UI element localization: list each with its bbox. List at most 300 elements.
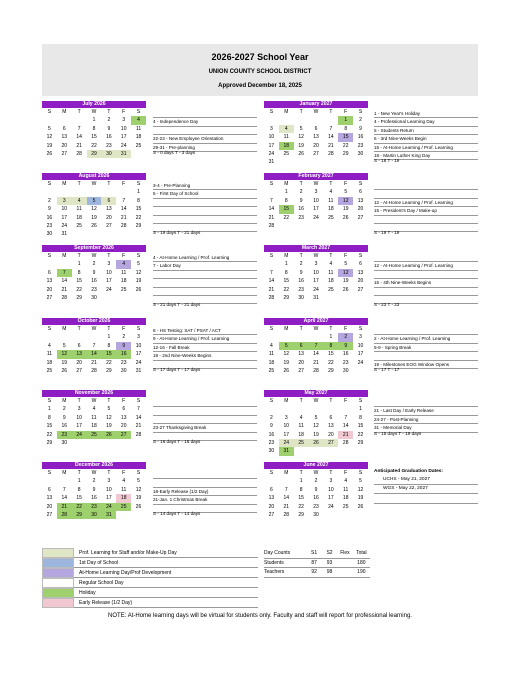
day-count-line: S - 17 T - 17 bbox=[374, 367, 400, 372]
day-cell: 14 bbox=[120, 206, 127, 213]
day-cell: 27 bbox=[46, 511, 53, 518]
day-cell: 17 bbox=[313, 278, 319, 285]
day-cell bbox=[323, 158, 338, 166]
weekday-label: T bbox=[299, 253, 303, 259]
weekday-label: S bbox=[358, 109, 363, 115]
day-cell: 18 bbox=[116, 494, 131, 502]
day-cell: 9 bbox=[270, 423, 273, 430]
note-line: 29-31 - Pre-planning bbox=[153, 144, 257, 152]
weekday-label: S bbox=[136, 253, 141, 259]
month-calendar bbox=[264, 245, 368, 302]
weekday-label: S bbox=[358, 470, 363, 476]
day-cell: 7 bbox=[309, 342, 324, 350]
note-line: 23-27 Thanksgiving Break bbox=[153, 424, 257, 432]
day-cell bbox=[101, 294, 116, 302]
day-cell bbox=[264, 188, 279, 196]
day-cell: 24 bbox=[120, 142, 127, 149]
weekday-label: T bbox=[107, 253, 111, 259]
day-cell: 27 bbox=[61, 150, 68, 157]
month-title: July 2026 bbox=[42, 101, 146, 108]
day-cell bbox=[131, 511, 146, 519]
day-cell: 4 bbox=[72, 197, 87, 205]
day-cell: 25 bbox=[283, 150, 290, 157]
weekday-label: T bbox=[329, 398, 333, 404]
day-cell: 13 bbox=[46, 278, 53, 285]
day-cell: 18 bbox=[268, 359, 275, 366]
weekday-label: S bbox=[269, 109, 274, 115]
weekday-label: T bbox=[107, 109, 111, 115]
day-counts-cell: 93 bbox=[326, 559, 333, 566]
day-cell: 31 bbox=[279, 447, 294, 455]
weekday-label: W bbox=[91, 109, 97, 115]
day-cell: 4 bbox=[329, 261, 333, 268]
weekday-label: M bbox=[62, 326, 67, 332]
day-cell bbox=[353, 447, 368, 455]
day-cell: 15 bbox=[101, 350, 116, 358]
day-cell: 5 bbox=[62, 342, 66, 349]
note-line: 9 - At-Home Learning / Prof. Learning bbox=[153, 335, 257, 343]
day-cell: 29 bbox=[87, 150, 102, 158]
weekday-label: F bbox=[344, 109, 348, 115]
day-cell bbox=[57, 477, 72, 485]
day-cell: 24 bbox=[101, 503, 116, 511]
day-cell: 7 bbox=[329, 125, 333, 132]
day-cell: 17 bbox=[61, 214, 68, 221]
day-cell: 25 bbox=[87, 431, 102, 439]
day-cell: 2 bbox=[62, 406, 66, 413]
day-count-line: S - 17 days T - 17 days bbox=[153, 367, 201, 372]
day-cell: 9 bbox=[314, 486, 318, 493]
day-cell: 31 bbox=[61, 231, 68, 238]
day-cell bbox=[338, 222, 353, 230]
day-cell: 31 bbox=[135, 367, 142, 374]
note-line bbox=[374, 288, 478, 296]
legend-label: Prof. Learning for Staff and/or Make-Up Day bbox=[79, 549, 177, 556]
day-cell: 29 bbox=[328, 367, 334, 374]
day-cell: 7 bbox=[77, 125, 81, 132]
weekday-label: S bbox=[269, 326, 274, 332]
day-cell bbox=[309, 116, 324, 124]
day-cell: 18 bbox=[135, 134, 142, 141]
day-cell: 17 bbox=[135, 351, 142, 358]
weekday-label: T bbox=[329, 253, 333, 259]
note-line: 12 - At-Home Learning / Prof. Learning bbox=[374, 199, 478, 207]
weekday-label: F bbox=[344, 326, 348, 332]
day-cell: 3 bbox=[122, 117, 126, 124]
day-cell: 8 bbox=[284, 197, 288, 204]
day-cell: 8 bbox=[77, 486, 81, 493]
day-cell: 15 bbox=[338, 133, 353, 141]
day-cell bbox=[87, 333, 102, 341]
day-cell: 3 bbox=[270, 125, 273, 132]
note-line: 24-27 - Post-Planning bbox=[374, 416, 478, 424]
day-cell bbox=[264, 477, 279, 485]
weekday-label: M bbox=[284, 326, 289, 332]
day-cell: 30 bbox=[357, 150, 364, 157]
day-cell: 6 bbox=[329, 414, 333, 421]
day-cell: 14 bbox=[342, 423, 349, 430]
day-cell: 22 bbox=[106, 359, 112, 366]
day-cell: 29 bbox=[283, 294, 290, 301]
day-cell: 3 bbox=[314, 189, 318, 196]
day-cell: 23 bbox=[313, 503, 319, 510]
month-notes bbox=[153, 399, 257, 444]
day-cell: 24 bbox=[61, 222, 68, 229]
note-line: 2 - At-Home Learning / Prof. Learning bbox=[374, 335, 478, 343]
graduation-item: UCHS - May 21, 2027 bbox=[374, 476, 478, 485]
day-cell: 18 bbox=[120, 278, 127, 285]
day-cell: 26 bbox=[283, 367, 290, 374]
day-cell: 20 bbox=[298, 359, 304, 366]
month-calendar bbox=[42, 173, 146, 239]
day-cell: 11 bbox=[91, 414, 97, 421]
note-line: 8 - HS Testing: SAT / PSAT / ACT bbox=[153, 327, 257, 335]
day-cell: 9 bbox=[92, 269, 96, 276]
day-cell bbox=[279, 116, 294, 124]
day-cell: 18 bbox=[328, 206, 334, 213]
day-cell: 19 bbox=[135, 278, 142, 285]
day-cell: 26 bbox=[101, 431, 116, 439]
note-line bbox=[153, 127, 257, 135]
note-line bbox=[153, 471, 257, 479]
month-calendar bbox=[42, 245, 146, 302]
day-cell: 12 bbox=[357, 486, 364, 493]
weekday-label: T bbox=[107, 398, 111, 404]
day-cell: 25 bbox=[342, 503, 349, 510]
day-cell: 22 bbox=[72, 503, 87, 511]
legend-swatch bbox=[42, 568, 74, 578]
day-counts-cell: 87 bbox=[311, 559, 317, 566]
day-cell bbox=[323, 116, 338, 124]
day-cell bbox=[131, 294, 146, 302]
month-notes bbox=[374, 110, 478, 163]
month-title: August 2026 bbox=[42, 173, 146, 180]
day-cell: 10 bbox=[106, 269, 112, 276]
day-cell bbox=[353, 511, 368, 519]
day-counts-cell: Day Counts bbox=[264, 550, 291, 556]
day-cell: 2 bbox=[338, 333, 353, 341]
day-cell: 23 bbox=[120, 359, 127, 366]
weekday-label: W bbox=[91, 470, 97, 476]
day-cell: 21 bbox=[57, 503, 72, 511]
day-cell: 20 bbox=[313, 142, 319, 149]
note-line bbox=[153, 207, 257, 215]
day-cell: 18 bbox=[76, 214, 82, 221]
day-cell bbox=[87, 230, 102, 238]
month-grid bbox=[264, 108, 368, 167]
day-cell: 25 bbox=[268, 367, 275, 374]
day-cell: 22 bbox=[46, 431, 53, 438]
day-cell: 30 bbox=[61, 439, 68, 446]
day-cell: 18 bbox=[279, 142, 294, 150]
day-cell: 10 bbox=[76, 414, 82, 421]
note-line bbox=[153, 271, 257, 279]
day-cell: 5 bbox=[344, 261, 348, 268]
day-cell: 29 bbox=[135, 222, 142, 229]
day-cell: 23 bbox=[268, 439, 275, 446]
weekday-label: M bbox=[284, 470, 289, 476]
weekday-label: T bbox=[299, 109, 303, 115]
day-cell: 6 bbox=[270, 486, 273, 493]
note-line: 19 - Milestones EOG Window Opens bbox=[374, 361, 478, 369]
note-line bbox=[374, 327, 478, 335]
day-cell: 4 bbox=[344, 478, 348, 485]
day-cell: 19 bbox=[91, 214, 97, 221]
day-cell bbox=[116, 230, 131, 238]
day-cell: 4 bbox=[299, 414, 303, 421]
weekday-label: S bbox=[269, 470, 274, 476]
note-line: 5-9 - Spring Break bbox=[374, 344, 478, 352]
note-line: 15 - 4th Nine-Weeks Begins bbox=[374, 279, 478, 287]
day-cell: 11 bbox=[328, 197, 334, 204]
day-cell: 19 bbox=[357, 495, 364, 502]
day-cell: 20 bbox=[120, 423, 127, 430]
day-cell: 26 bbox=[357, 503, 364, 510]
weekday-label: F bbox=[122, 253, 126, 259]
day-cell: 8 bbox=[92, 125, 96, 132]
month-notes bbox=[153, 182, 257, 235]
day-cell bbox=[42, 333, 57, 341]
note-line bbox=[374, 216, 478, 224]
weekday-label: S bbox=[47, 253, 52, 259]
day-cell: 5 bbox=[48, 125, 51, 132]
day-counts-cell: 92 bbox=[311, 569, 317, 576]
color-legend bbox=[42, 548, 258, 608]
day-cell: 6 bbox=[359, 261, 362, 268]
weekday-label: T bbox=[107, 326, 111, 332]
month-calendar bbox=[42, 101, 146, 158]
day-cell: 27 bbox=[298, 367, 304, 374]
day-cell: 1 bbox=[137, 189, 140, 196]
day-cell: 31 bbox=[268, 159, 275, 166]
day-cell: 9 bbox=[62, 414, 66, 421]
day-cell: 25 bbox=[116, 503, 131, 511]
day-cell bbox=[57, 333, 72, 341]
weekday-label: W bbox=[313, 109, 319, 115]
day-cell bbox=[323, 222, 338, 230]
note-line: 4 - Professional Learning Day bbox=[374, 118, 478, 126]
weekday-label: T bbox=[107, 470, 111, 476]
day-cell: 10 bbox=[313, 269, 319, 276]
note-line: 18 - Martin Luther King Day bbox=[374, 152, 478, 160]
month-calendar bbox=[264, 101, 368, 167]
day-cell: 4 bbox=[270, 342, 273, 349]
day-cell: 11 bbox=[268, 351, 275, 358]
note-line: 22-23 - New Employee Orientation bbox=[153, 135, 257, 143]
weekday-label: S bbox=[136, 109, 141, 115]
weekday-label: T bbox=[299, 181, 303, 187]
note-line: 5 - Students Return bbox=[374, 127, 478, 135]
day-cell: 16 bbox=[91, 495, 97, 502]
day-cell: 27 bbox=[268, 511, 275, 518]
day-cell bbox=[294, 405, 309, 413]
note-line bbox=[374, 352, 478, 360]
day-cell: 1 bbox=[92, 117, 96, 124]
day-cell: 28 bbox=[120, 222, 127, 229]
month-calendar bbox=[42, 462, 146, 519]
day-cell bbox=[116, 188, 131, 196]
day-cell: 20 bbox=[268, 503, 275, 510]
weekday-label: F bbox=[122, 181, 126, 187]
day-cell: 4 bbox=[116, 260, 131, 268]
day-cell: 11 bbox=[283, 134, 289, 141]
day-cell: 1 bbox=[359, 406, 362, 413]
day-cell: 9 bbox=[48, 206, 51, 213]
day-cell: 24 bbox=[313, 286, 319, 293]
day-cell bbox=[101, 230, 116, 238]
day-cell bbox=[323, 294, 338, 302]
day-cell bbox=[323, 511, 338, 519]
day-cell bbox=[87, 439, 102, 447]
day-cell: 8 bbox=[323, 342, 338, 350]
weekday-label: T bbox=[77, 109, 81, 115]
day-counts-cell: Total bbox=[356, 550, 367, 556]
month-grid bbox=[42, 397, 146, 447]
note-line bbox=[374, 254, 478, 262]
day-cell: 5 bbox=[299, 125, 303, 132]
day-cell: 2 bbox=[314, 478, 318, 485]
day-cell: 25 bbox=[328, 286, 334, 293]
day-cell: 18 bbox=[46, 359, 53, 366]
day-cell: 24 bbox=[135, 359, 142, 366]
day-cell: 15 bbox=[46, 423, 53, 430]
day-count-line: S - 21 days T - 21 days bbox=[153, 301, 201, 307]
day-cell: 6 bbox=[294, 342, 309, 350]
note-line bbox=[153, 416, 257, 424]
day-cell: 29 bbox=[342, 150, 349, 157]
month-notes bbox=[374, 327, 478, 372]
day-cell: 2 bbox=[122, 334, 126, 341]
day-counts-cell: Flex bbox=[340, 550, 350, 556]
day-cell: 30 bbox=[87, 511, 102, 519]
day-cell: 19 bbox=[342, 206, 349, 213]
month-grid bbox=[264, 180, 368, 230]
day-cell: 24 bbox=[313, 214, 319, 221]
day-cell: 16 bbox=[106, 134, 112, 141]
weekday-label: T bbox=[77, 470, 81, 476]
day-cell: 14 bbox=[87, 350, 102, 358]
day-cell: 8 bbox=[107, 342, 111, 349]
legend-label: 1st Day of School bbox=[79, 559, 119, 566]
day-cell: 26 bbox=[91, 222, 97, 229]
weekday-label: S bbox=[358, 253, 363, 259]
note-line: 7 - Labor Day bbox=[153, 262, 257, 270]
day-cell: 24 bbox=[106, 286, 112, 293]
day-cell: 6 bbox=[359, 189, 362, 196]
day-cell: 1 bbox=[77, 261, 81, 268]
day-cell: 1 bbox=[284, 261, 288, 268]
day-cell: 23 bbox=[57, 431, 72, 439]
day-cell: 16 bbox=[116, 350, 131, 358]
month-calendar bbox=[264, 462, 368, 519]
page-header bbox=[42, 44, 478, 96]
day-counts-cell: S2 bbox=[326, 550, 333, 556]
day-cell: 24 bbox=[279, 439, 294, 447]
day-cell: 16 bbox=[46, 214, 53, 221]
day-cell: 3 bbox=[137, 334, 140, 341]
day-cell: 15 bbox=[357, 423, 364, 430]
day-cell: 26 bbox=[342, 214, 349, 221]
day-cell: 25 bbox=[46, 367, 53, 374]
day-cell: 1 bbox=[329, 334, 333, 341]
day-cell: 30 bbox=[313, 511, 319, 518]
day-cell bbox=[309, 158, 324, 166]
approval-date: Approved December 18, 2025 bbox=[218, 83, 302, 89]
day-cell: 6 bbox=[62, 125, 66, 132]
day-cell: 10 bbox=[313, 197, 319, 204]
weekday-label: S bbox=[47, 109, 52, 115]
weekday-label: T bbox=[329, 470, 333, 476]
day-cell: 18 bbox=[342, 495, 349, 502]
weekday-label: F bbox=[122, 326, 126, 332]
day-cell bbox=[338, 511, 353, 519]
legend-swatch bbox=[42, 588, 74, 598]
day-cell: 15 bbox=[283, 278, 290, 285]
day-cell bbox=[294, 222, 309, 230]
day-cell: 20 bbox=[357, 206, 364, 213]
day-cell: 14 bbox=[268, 206, 275, 213]
weekday-label: M bbox=[284, 109, 289, 115]
day-cell: 12 bbox=[106, 414, 112, 421]
month-grid bbox=[264, 252, 368, 302]
day-cell bbox=[116, 511, 131, 519]
weekday-label: M bbox=[284, 398, 289, 404]
day-cell: 14 bbox=[283, 495, 290, 502]
day-cell: 8 bbox=[284, 269, 288, 276]
day-cell: 2 bbox=[92, 478, 96, 485]
day-cell: 15 bbox=[279, 205, 294, 213]
day-cell: 29 bbox=[46, 439, 53, 446]
legend-item bbox=[42, 578, 258, 588]
day-cell bbox=[338, 158, 353, 166]
day-count-line: S - 23 T - 23 bbox=[374, 301, 400, 307]
day-cell: 10 bbox=[106, 486, 112, 493]
day-cell bbox=[57, 188, 72, 196]
legend-label: Early Release (1/2 Day) bbox=[79, 599, 133, 606]
day-counts-cell: Teachers bbox=[264, 569, 285, 576]
day-cell: 12 bbox=[57, 350, 72, 358]
day-cell: 17 bbox=[313, 206, 319, 213]
day-cell: 29 bbox=[76, 294, 82, 301]
note-line bbox=[153, 216, 257, 224]
month-notes bbox=[374, 254, 478, 307]
day-cell bbox=[72, 188, 87, 196]
day-cell: 4 bbox=[48, 342, 51, 349]
weekday-label: T bbox=[299, 326, 303, 332]
day-cell: 9 bbox=[299, 269, 303, 276]
legend-item bbox=[42, 548, 258, 558]
day-cell: 27 bbox=[313, 150, 319, 157]
day-cell: 4 bbox=[131, 116, 146, 124]
weekday-label: W bbox=[313, 181, 319, 187]
weekday-label: W bbox=[313, 253, 319, 259]
day-cell: 2 bbox=[48, 197, 51, 204]
note-line: 5 - 3rd Nine-Weeks Begin bbox=[374, 135, 478, 143]
day-count-line: S - 19 T - 19 bbox=[374, 229, 400, 235]
day-cell: 1 bbox=[77, 478, 81, 485]
day-cell: 12 bbox=[135, 269, 142, 276]
day-cell: 28 bbox=[61, 294, 68, 301]
day-cell: 1 bbox=[284, 189, 288, 196]
day-cell: 23 bbox=[342, 359, 349, 366]
day-cell: 11 bbox=[298, 423, 304, 430]
day-cell: 13 bbox=[357, 269, 364, 276]
legend-swatch bbox=[42, 598, 74, 608]
note-line: 4 - Independence Day bbox=[153, 118, 257, 126]
day-cell: 9 bbox=[338, 342, 353, 350]
day-cell: 19 bbox=[61, 359, 68, 366]
weekday-label: F bbox=[344, 470, 348, 476]
